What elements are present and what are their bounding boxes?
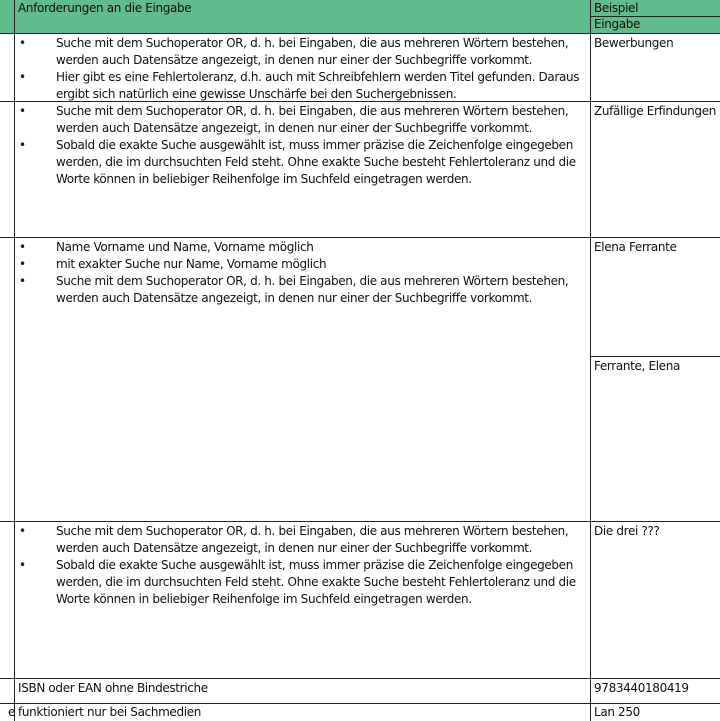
example-text: Lan 250 — [594, 705, 640, 719]
requirement-text: ISBN oder EAN ohne Bindestriche — [18, 681, 208, 695]
row-left-text: e — [7, 705, 15, 719]
example-text: Bewerbungen — [594, 36, 674, 50]
row-left-cell — [0, 237, 15, 522]
requirement-text: funktioniert nur bei Sachmedien — [18, 705, 201, 719]
row-left-cell — [0, 33, 15, 102]
bullet-item: • Suche mit dem Suchoperator OR, d. h. bei Eingaben, die aus mehreren Wörtern bestehen, werden auch Datensätze angezeigt, in denen nur einer der Suchbegriffe vorkommt. — [18, 523, 588, 557]
bullet-item: • Suche mit dem Suchoperator OR, d. h. bei Eingaben, die aus mehreren Wörtern bestehen, werden auch Datensätze angezeigt, in denen nur einer der Suchbegriffe vorkommt. — [18, 35, 588, 69]
requirements-cell — [14, 521, 591, 679]
header-requirements-label: Anforderungen an die Eingabe — [18, 1, 192, 15]
requirements-cell — [14, 678, 591, 704]
example-text: 9783440180419 — [594, 681, 689, 695]
example-cell — [590, 703, 720, 721]
header-example-label: Beispiel — [594, 1, 639, 15]
example-cell — [590, 521, 720, 679]
example-cell — [590, 678, 720, 704]
requirements-cell — [14, 33, 591, 102]
row-left-cell — [0, 678, 15, 704]
row-left-cell — [0, 703, 15, 721]
requirements-cell — [14, 703, 591, 721]
row-left-cell — [0, 101, 15, 238]
header-requirements — [14, 0, 591, 34]
example-cell — [590, 101, 720, 238]
example-text: Elena Ferrante — [594, 240, 677, 254]
header-example — [590, 0, 720, 17]
example-cell — [590, 237, 720, 357]
bullet-item: • Suche mit dem Suchoperator OR, d. h. bei Eingaben, die aus mehreren Wörtern bestehen, werden auch Datensätze angezeigt, in denen nur einer der Suchbegriffe vorkommt. — [18, 103, 588, 137]
bullet-item: • Name Vorname und Name, Vorname möglich — [18, 239, 588, 256]
header-input — [590, 16, 720, 34]
header-input-label: Eingabe — [594, 17, 641, 31]
requirements-cell — [14, 237, 591, 522]
example-text: Zufällige Erfindungen — [594, 104, 716, 118]
bullet-item: • Suche mit dem Suchoperator OR, d. h. bei Eingaben, die aus mehreren Wörtern bestehen, werden auch Datensätze angezeigt, in denen nur einer der Suchbegriffe vorkommt. — [18, 273, 588, 307]
example-cell-2 — [590, 356, 720, 522]
example-text: Ferrante, Elena — [594, 359, 680, 373]
bullet-item: • Sobald die exakte Suche ausgewählt ist, muss immer präzise die Zeichenfolge eingegeben werden, die im durchsuchten Feld steht. Ohne exakte Suche besteht Fehlertoleranz und die Worte können in beliebiger Reihenfolge im Suchfeld eingetragen werden. — [18, 557, 588, 608]
bullet-item: • Hier gibt es eine Fehlertoleranz, d.h. auch mit Schreibfehlern werden Titel gefunden. Daraus ergibt sich natürlich eine gewisse Unschärfe bei den Suchergebnissen. — [18, 69, 588, 102]
requirements-cell — [14, 101, 591, 238]
bullet-item: • mit exakter Suche nur Name, Vorname möglich — [18, 256, 588, 273]
row-left-cell — [0, 521, 15, 679]
header-left-cell — [0, 0, 15, 34]
bullet-item: • Sobald die exakte Suche ausgewählt ist, muss immer präzise die Zeichenfolge eingegeben werden, die im durchsuchten Feld steht. Ohne exakte Suche besteht Fehlertoleranz und die Worte können in beliebiger Reihenfolge im Suchfeld eingetragen werden. — [18, 137, 588, 188]
example-text: Die drei ??? — [594, 524, 660, 538]
example-cell — [590, 33, 720, 102]
